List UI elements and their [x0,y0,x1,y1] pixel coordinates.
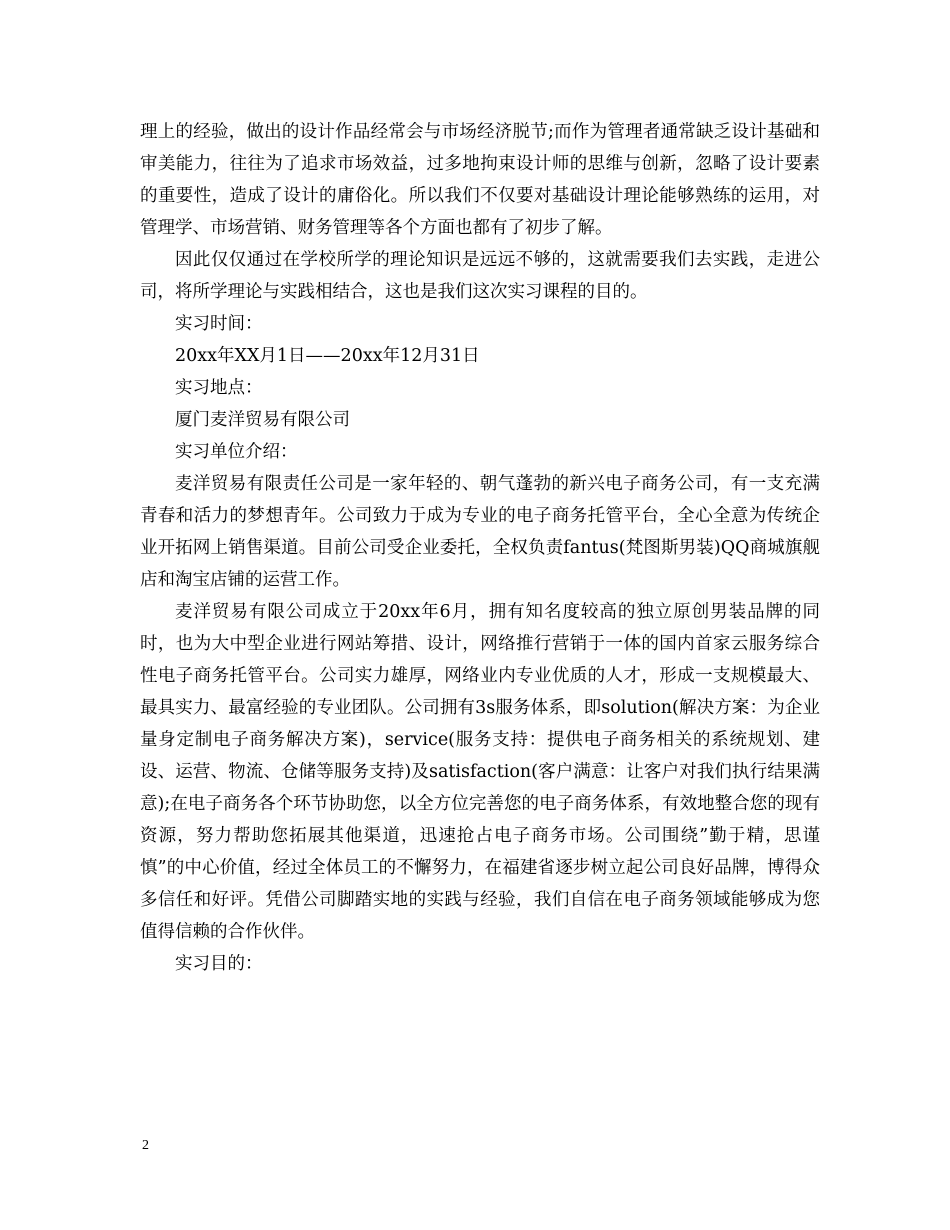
document-body [140,116,820,980]
paragraph-practice-purpose: 因此仅仅通过在学校所学的理论知识是远远不够的，这就需要我们去实践，走进公司，将所学理论与实践相结合，这也是我们这次实习课程的目的。 [140,250,820,302]
paragraph-design-management: 理上的经验，做出的设计作品经常会与市场经济脱节;而作为管理者通常缺乏设计基础和审美能力，往往为了追求市场效益，过多地拘束设计师的思维与创新，忽略了设计要素的重要性，造成了设计的庸俗化。所以我们不仅要对基础设计理论能够熟练的运用，对管理学、市场营销、财务管理等各个方面也都有了初步了解。 [140,122,820,238]
paragraph-company-intro-2: 麦洋贸易有限公司成立于20xx年6月，拥有知名度较高的独立原创男装品牌的同时，也为大中型企业进行网站筹措、设计，网络推行营销于一体的国内首家云服务综合性电子商务托管平台。公司实力雄厚，网络业内专业优质的人才，形成一支规模最大、最具实力、最富经验的专业团队。公司拥有3s服务体系，即solution(解决方案：为企业量身定制电子商务解决方案)，service(服务支持：提供电子商务相关的系统规划、建设、运营、物流、仓储等服务支持)及satisfaction(客户满意：让客户对我们执行结果满意);在电子商务各个环节协助您，以全方位完善您的电子商务体系，有效地整合您的现有资源，努力帮助您拓展其他渠道，迅速抢占电子商务市场。公司围绕”勤于精，思谨慎”的中心价值，经过全体员工的不懈努力，在福建省逐步树立起公司良好品牌，博得众多信任和好评。凭借公司脚踏实地的实践与经验，我们自信在电子商务领域能够成为您值得信赖的合作伙伴。 [140,602,820,942]
page-number: 2 [142,1138,149,1153]
heading-internship-time: 实习时间： [175,314,263,334]
heading-internship-goal: 实习目的： [175,954,263,974]
internship-location-value: 厦门麦洋贸易有限公司 [175,410,350,430]
internship-time-value: 20xx年XX月1日——20xx年12月31日 [175,346,480,366]
heading-company-intro: 实习单位介绍： [175,442,298,462]
paragraph-company-intro-1: 麦洋贸易有限责任公司是一家年轻的、朝气蓬勃的新兴电子商务公司，有一支充满青春和活力的梦想青年。公司致力于成为专业的电子商务托管平台，全心全意为传统企业开拓网上销售渠道。目前公司受企业委托，全权负责fantus(梵图斯男装)QQ商城旗舰店和淘宝店铺的运营工作。 [140,474,820,590]
heading-internship-location: 实习地点： [175,378,263,398]
